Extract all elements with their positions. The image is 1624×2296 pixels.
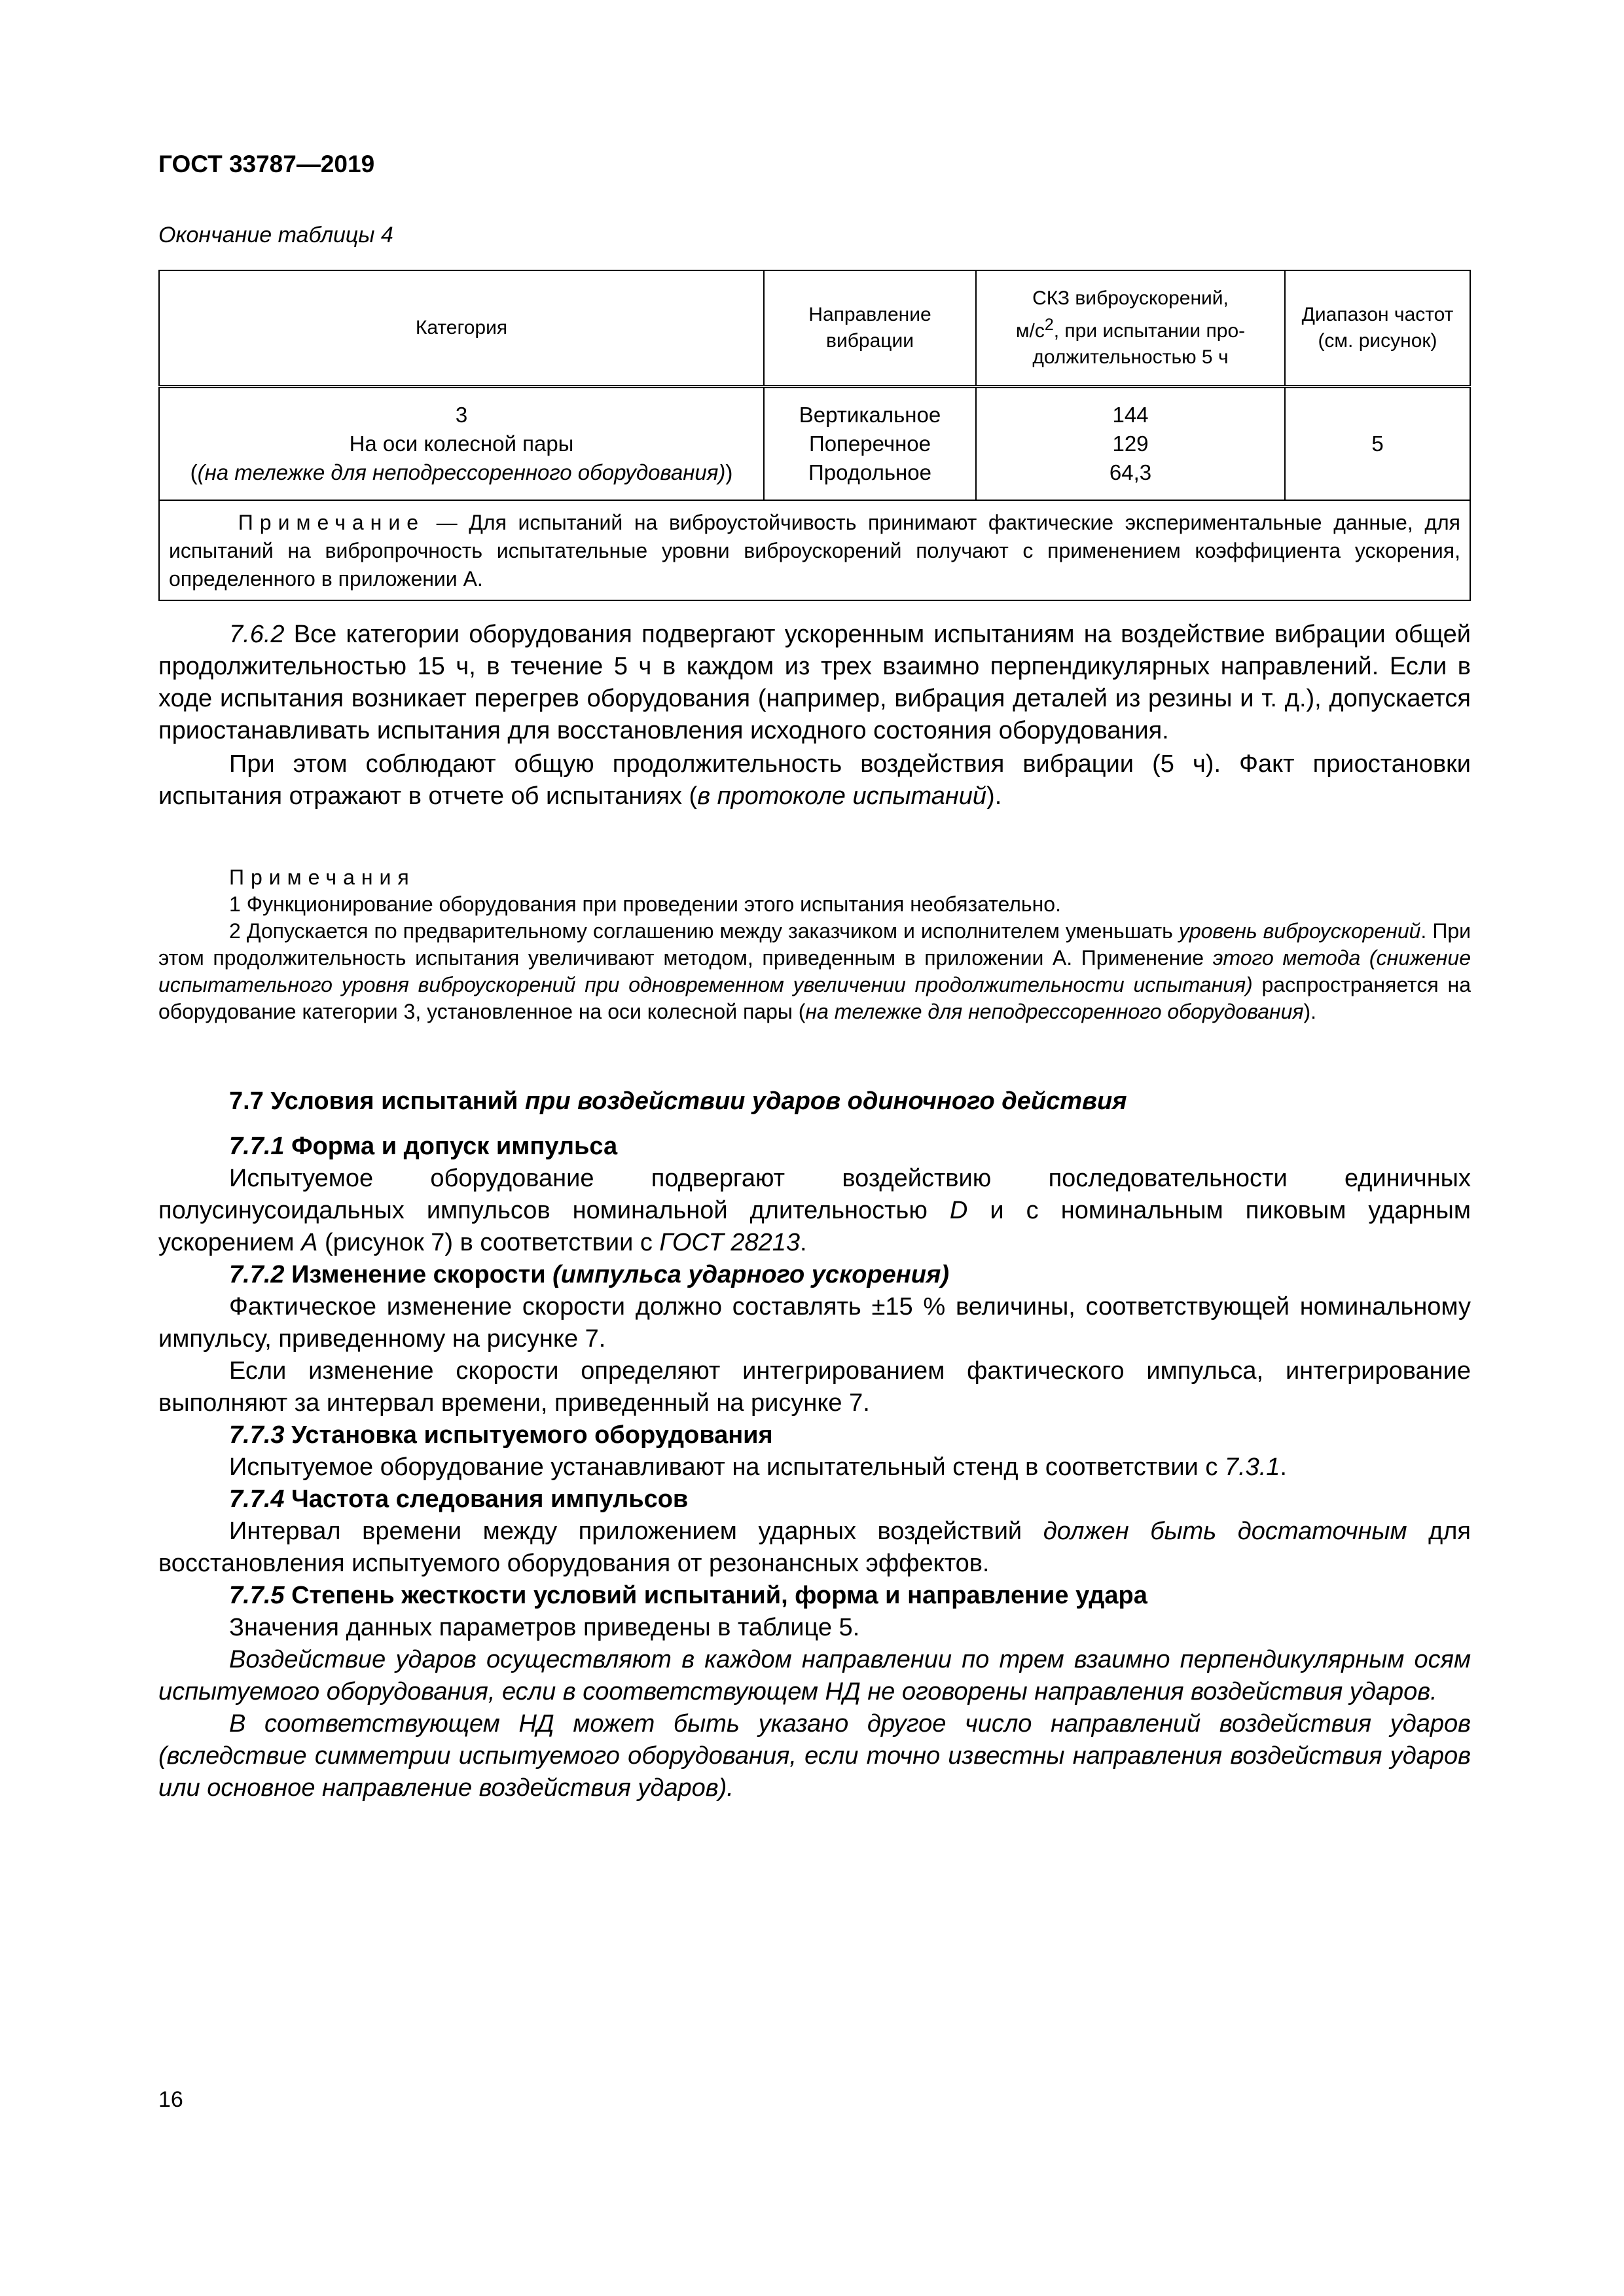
col-header-frequency: Диапазон частот (см. рисунок) <box>1285 270 1470 387</box>
cell-category: 3 На оси колесной пары ((на тележке для неподрессоренного оборудования)) <box>159 387 764 501</box>
paragraph: 7.6.2 Все категории оборудования подвергают ускоренным испытаниям на воздействие вибрации общей продолжительностью 15 ч, в течение 5 ч в каждом из трех взаимно перпендикулярных направлений. Если в ходе испытания возникает перегрев оборудования (например, вибрация деталей из резины и т. д.), допускается приостанавливать испытания для восстановления исходного состояния оборудования. <box>158 621 1471 744</box>
paragraph: Если изменение скорости определяют интегрированием фактического импульса, интегрирование выполняют за интервал времени, приведенный на рисунке 7. <box>158 1357 1471 1417</box>
col-header-skz: СКЗ виброускорений, $м/с^2$, при испытании про- должительностью 5 ч <box>976 270 1285 387</box>
document-code-header: ГОСТ 33787—2019 <box>158 151 375 177</box>
section-heading-7-7-1: 7.7.1 Форма и допуск импульса <box>229 1133 618 1160</box>
table-caption: Окончание таблицы 4 <box>158 223 393 247</box>
section-heading-7-7-5: 7.7.5 Степень жесткости условий испытаний, форма и направление удара <box>229 1582 1147 1609</box>
section-heading-7-7-2: 7.7.2 Изменение скорости (импульса ударного ускорения) <box>229 1261 950 1288</box>
paragraph: Испытуемое оборудование подвергают воздействию последовательности единичных полусинусоидальных импульсов номинальной длительностью D и с номинальным пиковым ударным ускорением А (рисунок 7) в соответствии с ГОСТ 28213. <box>158 1165 1471 1256</box>
notes-label: Примечания <box>229 866 416 889</box>
table-row <box>159 387 1470 501</box>
section-7-6-2-notes <box>158 864 1471 1025</box>
section-7-6-2 <box>158 619 1471 812</box>
table-note: Примечание — Для испытаний на виброустойчивость принимают фактические экспериментальные данные, для испытаний на вибропрочность испытательные уровни виброускорений получают с применением коэффициента ускорения, определенного в приложении А. <box>159 500 1470 600</box>
table-note-row <box>159 500 1470 600</box>
table-header-row <box>159 270 1470 387</box>
section-heading-7-7: 7.7 Условия испытаний при воздействии ударов одиночного действия <box>229 1087 1127 1115</box>
table-4 <box>158 270 1471 601</box>
section-heading-7-7-3: 7.7.3 Установка испытуемого оборудования <box>229 1421 773 1449</box>
paragraph: Воздействие ударов осуществляют в каждом направлении по трем взаимно перпендикулярным осям испытуемого оборудования, если в соответствующем НД не оговорены направления воздействия ударов. <box>158 1646 1471 1705</box>
note-label: Примечание <box>238 511 425 534</box>
paragraph: Фактическое изменение скорости должно составлять ±15 % величины, соответствующей номинальному импульсу, приведенному на рисунке 7. <box>158 1293 1471 1353</box>
page-number: 16 <box>158 2087 183 2112</box>
cell-directions: Вертикальное Поперечное Продольное <box>764 387 976 501</box>
section-7-7 <box>158 1085 1471 1804</box>
paragraph: Значения данных параметров приведены в таблице 5. <box>229 1614 860 1641</box>
section-heading-7-7-4: 7.7.4 Частота следования импульсов <box>229 1485 689 1513</box>
paragraph: Испытуемое оборудование устанавливают на испытательный стенд в соответствии с 7.3.1. <box>229 1453 1287 1481</box>
cell-values: 144 129 64,3 <box>976 387 1285 501</box>
paragraph: В соответствующем НД может быть указано другое число направлений воздействия ударов (вследствие симметрии испытуемого оборудования, если точно известны направления воздействия ударов или основное направление воздействия ударов). <box>158 1710 1471 1802</box>
note-1: 1 Функционирование оборудования при проведении этого испытания необязательно. <box>229 892 1061 916</box>
cell-frequency: 5 <box>1285 387 1470 501</box>
col-header-direction: Направление вибрации <box>764 270 976 387</box>
paragraph: Интервал времени между приложением ударных воздействий должен быть достаточным для восстановления испытуемого оборудования от резонансных эффектов. <box>158 1518 1471 1577</box>
note-2: 2 Допускается по предварительному соглашению между заказчиком и исполнителем уменьшать уровень виброускорений. При этом продолжительность испытания увеличивают методом, приведенным в приложении А. Применение этого метода (снижение испытательного уровня виброускорений при одновременном увеличении продолжительности испытания) распространяется на оборудование категории 3, установленное на оси колесной пары (на тележке для неподрессоренного оборудования). <box>158 919 1471 1023</box>
col-header-category: Категория <box>159 270 764 387</box>
paragraph: При этом соблюдают общую продолжительность воздействия вибрации (5 ч). Факт приостановки испытания отражают в отчете об испытаниях (в протоколе испытаний). <box>158 750 1471 810</box>
